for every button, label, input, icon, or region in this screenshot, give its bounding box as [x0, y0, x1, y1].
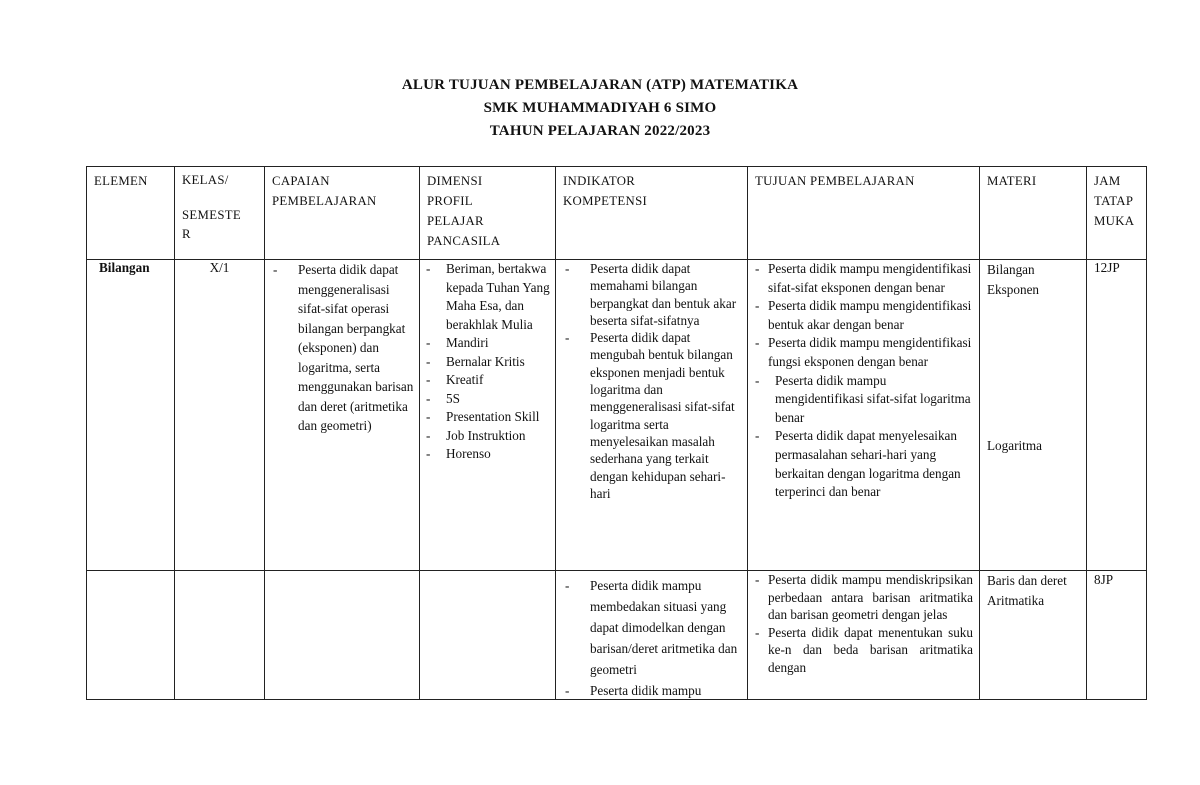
cell-indikator: [556, 571, 748, 700]
header-kelas: KELAS/ SEMESTE R: [175, 167, 265, 260]
list-item: - Horenso: [426, 445, 551, 464]
cell-elemen: Bilangan: [87, 260, 175, 571]
list-item: - Peserta didik mampu: [565, 680, 743, 699]
list-item: - Peserta didik dapat menyelesaikan permasalahan sehari-hari yang berkaitan dengan logaritma dengan terperinci dan benar: [755, 427, 975, 501]
cell-tujuan: [748, 260, 980, 571]
cell-empty: [87, 571, 175, 700]
table-row: [87, 260, 1147, 571]
list-item: - Peserta didik dapat menggeneralisasi sifat-sifat operasi bilangan berpangkat (eksponen) dan logaritma, serta menggunakan barisan dan deret (aritmetika dan geometri): [273, 260, 415, 436]
header-materi: MATERI: [980, 167, 1087, 260]
cell-empty: [420, 571, 556, 700]
title-line-2: SMK MUHAMMADIYAH 6 SIMO: [483, 100, 717, 116]
cell-jam: 8JP: [1087, 571, 1147, 700]
cell-tujuan: [748, 571, 980, 700]
table-row: [87, 571, 1147, 700]
list-item: - Peserta didik mampu mengidentifikasi fungsi eksponen dengan benar: [755, 334, 975, 371]
header-elemen: ELEMEN: [87, 167, 175, 260]
atp-table: [86, 166, 1147, 700]
cell-empty: [175, 571, 265, 700]
cell-capaian: [265, 260, 420, 571]
header-indikator: INDIKATOR KOMPETENSI: [556, 167, 748, 260]
cell-empty: [265, 571, 420, 700]
cell-indikator: [556, 260, 748, 571]
list-item: - Peserta didik dapat memahami bilangan berpangkat dan bentuk akar beserta sifat-sifatnya: [565, 260, 743, 329]
list-item: - Kreatif: [426, 371, 551, 390]
header-capaian: CAPAIAN PEMBELAJARAN: [265, 167, 420, 260]
title-line-1: ALUR TUJUAN PEMBELAJARAN (ATP) MATEMATIKA: [401, 77, 799, 93]
list-item: - Peserta didik dapat menentukan suku ke-n dan beda barisan aritmatika dengan: [755, 624, 973, 677]
list-item: - Peserta didik mampu mengidentifikasi sifat-sifat logaritma benar: [755, 372, 975, 428]
list-item: - 5S: [426, 390, 551, 409]
title-line-3: TAHUN PELAJARAN 2022/2023: [489, 123, 711, 139]
list-item: - Peserta didik mampu membedakan situasi yang dapat dimodelkan dengan barisan/deret aritmetika dan geometri: [565, 575, 743, 680]
list-item: - Peserta didik mampu mengidentifikasi sifat-sifat eksponen dengan benar: [755, 260, 975, 297]
cell-materi: Baris dan deret Aritmatika: [980, 571, 1087, 700]
header-dimensi: DIMENSI PROFIL PELAJAR PANCASILA: [420, 167, 556, 260]
list-item: - Beriman, bertakwa kepada Tuhan Yang Maha Esa, dan berakhlak Mulia: [426, 260, 551, 334]
list-item: - Peserta didik mampu mendiskripsikan perbedaan antara barisan aritmatika dan barisan geometri dengan jelas: [755, 571, 973, 624]
header-row: [87, 167, 1147, 260]
cell-dimensi: [420, 260, 556, 571]
list-item: - Bernalar Kritis: [426, 353, 551, 372]
document-title: [0, 74, 1200, 143]
header-jam: JAM TATAP MUKA: [1087, 167, 1147, 260]
header-tujuan: TUJUAN PEMBELAJARAN: [748, 167, 980, 260]
cell-jam: 12JP: [1087, 260, 1147, 571]
cell-kelas: X/1: [175, 260, 265, 571]
list-item: - Peserta didik dapat mengubah bentuk bilangan eksponen menjadi bentuk logaritma dan menggeneralisasi sifat-sifat logaritma serta menyelesaikan masalah sederhana yang terkait dengan kehidupan sehari-hari: [565, 329, 743, 502]
list-item: - Mandiri: [426, 334, 551, 353]
cell-materi: Bilangan Eksponen Logaritma: [980, 260, 1087, 571]
list-item: - Peserta didik mampu mengidentifikasi bentuk akar dengan benar: [755, 297, 975, 334]
list-item: - Job Instruktion: [426, 427, 551, 446]
list-item: - Presentation Skill: [426, 408, 551, 427]
